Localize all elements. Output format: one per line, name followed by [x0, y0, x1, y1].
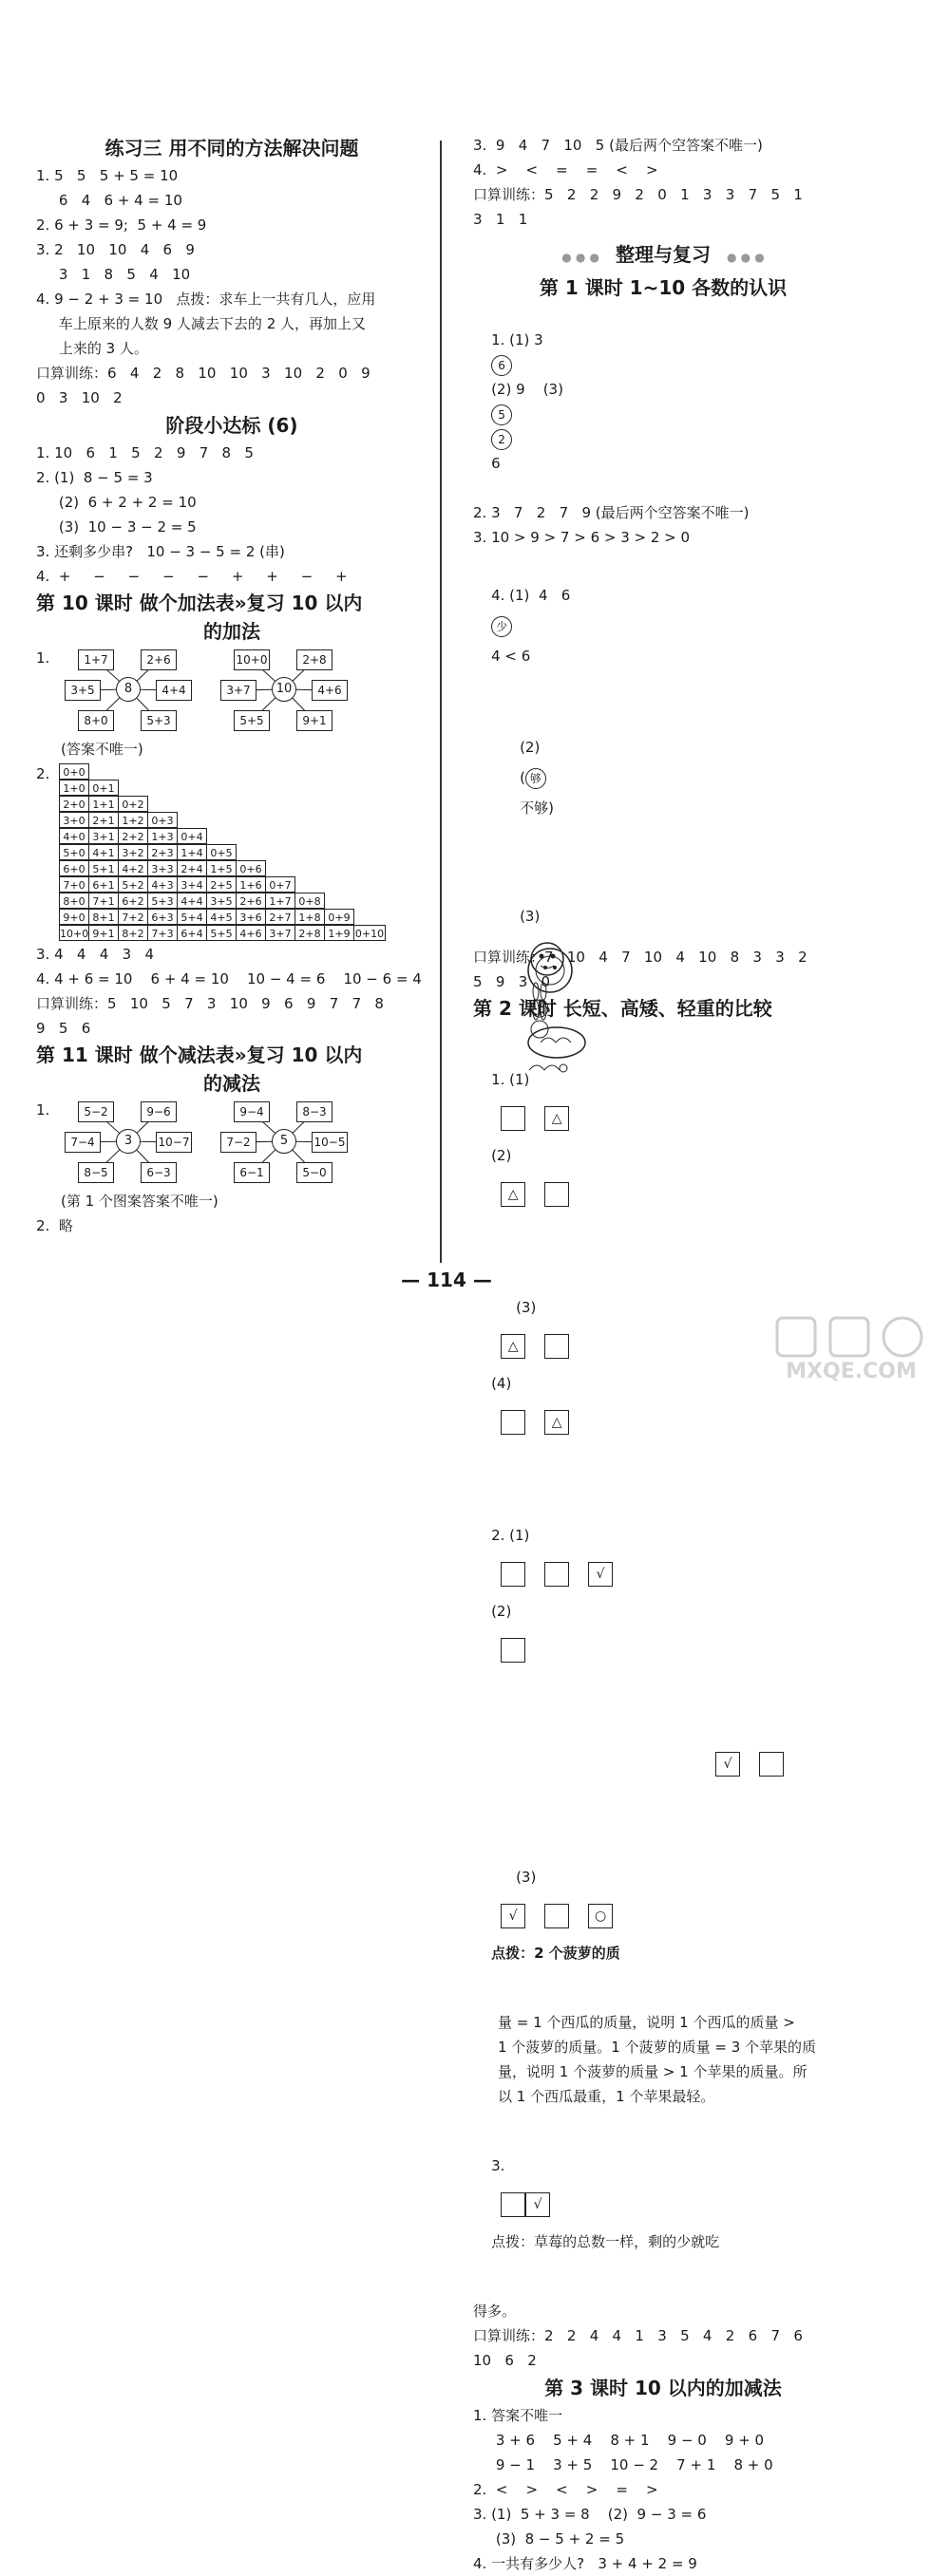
- addition-table-cell: 3+0: [59, 812, 89, 828]
- hub-center-number: 10: [272, 677, 296, 702]
- addition-table-cell: 1+9: [324, 925, 354, 941]
- addition-table-cell: 2+6: [236, 893, 266, 909]
- oral-training-line: 9 5 6: [36, 1020, 91, 1037]
- answer-box: [544, 1904, 569, 1928]
- addition-table-cell: 4+2: [118, 860, 148, 876]
- answer-line: 3. 10 > 9 > 7 > 6 > 3 > 2 > 0: [473, 529, 691, 546]
- answer-line: 1. (1) 3 6 (2) 9 (3) 5 2 6: [491, 331, 563, 472]
- lesson10-title: 第 10 课时 做个加法表»复习 10 以内: [36, 592, 363, 614]
- lesson11-hub-diagrams: [36, 1098, 428, 1189]
- addition-table-cell: 0+0: [59, 763, 89, 780]
- addition-table-cell: 0+6: [236, 860, 266, 876]
- answer-line: 3. √ 点拨：草莓的总数一样，剩的少就吃: [491, 2157, 720, 2250]
- answer-line: 2. < > < > = >: [473, 2481, 658, 2498]
- left-column: [36, 133, 428, 1238]
- lesson3-title: 第 3 课时 10 以内的加减法: [544, 2377, 782, 2399]
- addition-table-cell: 0+8: [294, 893, 325, 909]
- addition-table-cell: 1+4: [177, 844, 207, 860]
- addition-table-cell: 2+7: [265, 909, 295, 925]
- addition-table-cell: 0+1: [88, 780, 119, 796]
- addition-table-cell: 0+7: [265, 876, 295, 893]
- answer-line: 4. + − − − − + + − +: [36, 568, 348, 585]
- addition-table-cell: 1+0: [59, 780, 89, 796]
- answer-box: √: [588, 1562, 613, 1587]
- answer-box: [501, 2192, 525, 2217]
- answer-line: (3) 8 − 5 + 2 = 5: [473, 2530, 625, 2548]
- answer-line: 1. (1) △ (2) △: [473, 1023, 853, 1250]
- addition-table-cell: 3+3: [147, 860, 178, 876]
- addition-table-cell: 8+2: [118, 925, 148, 941]
- addition-table-cell: 4+1: [88, 844, 119, 860]
- addition-table-cell: 0+9: [324, 909, 354, 925]
- hub-expression-box: 1+7: [78, 649, 114, 670]
- hub-expression-box: 5+5: [234, 710, 270, 731]
- answer-line: 3. 还剩多少串? 10 − 3 − 5 = 2 (串): [36, 543, 285, 560]
- answer-box: [544, 1562, 569, 1587]
- oral-training-line: 口算训练：5 10 5 7 3 10 9 6 9 7 7 8: [36, 995, 384, 1012]
- watermark-glyph-icon: [768, 1312, 935, 1360]
- hub-expression-box: 4+4: [156, 680, 192, 701]
- oral-training-line: 口算训练：2 2 4 4 1 3 5 4 2 6 7 6: [473, 2327, 803, 2344]
- addition-table-cell: 10+0: [59, 925, 89, 941]
- addition-table-cell: 5+1: [88, 860, 119, 876]
- answer-line: 4. 4 + 6 = 10 6 + 4 = 10 10 − 4 = 6 10 − 6 = 4: [36, 970, 422, 987]
- addition-table-cell: 6+4: [177, 925, 207, 941]
- answer-box: [501, 1410, 525, 1435]
- hub-expression-box: 7−2: [220, 1132, 256, 1153]
- lesson2-title: 第 2 课时 长短、高矮、轻重的比较: [473, 997, 772, 1020]
- hub-expression-box: 8+0: [78, 710, 114, 731]
- answer-line: [473, 1706, 853, 1820]
- hub-expression-box: 3+5: [65, 680, 101, 701]
- addition-table-cell: 4+5: [206, 909, 237, 925]
- answer-line: 2. 3 7 2 7 9 (最后两个空答案不唯一): [473, 504, 750, 521]
- addition-table-cell: 1+7: [265, 893, 295, 909]
- answer-box: ○: [588, 1904, 613, 1928]
- answer-line: 2. 6 + 3 = 9; 5 + 4 = 9: [36, 216, 207, 234]
- answer-line: 3 1 8 5 4 10: [36, 266, 191, 283]
- answer-line: 上来的 3 人。: [36, 340, 148, 357]
- answer-box: [544, 1182, 569, 1207]
- addition-table-cell: 3+6: [236, 909, 266, 925]
- addition-table-cell: 7+1: [88, 893, 119, 909]
- addition-table-cell: 1+6: [236, 876, 266, 893]
- lesson10-title-cont: 的加法: [203, 620, 260, 643]
- circled-answer: 少: [491, 616, 512, 637]
- stage-test-title: 阶段小达标 (6): [165, 414, 298, 437]
- addition-table-cell: 0+5: [206, 844, 237, 860]
- answer-box: [544, 1334, 569, 1359]
- answer-box: △: [544, 1106, 569, 1131]
- answer-line: 1. 10 6 1 5 2 9 7 8 5: [36, 444, 254, 461]
- addition-table-cell: 4+3: [147, 876, 178, 893]
- addition-table-cell: 0+4: [177, 828, 207, 844]
- addition-table-cell: 1+3: [147, 828, 178, 844]
- answer-line: 2. 略: [36, 1217, 73, 1234]
- hub-expression-box: 5−0: [296, 1162, 332, 1183]
- answer-box: [501, 1562, 525, 1587]
- review-section-title: ● ● ● 整理与复习 ● ● ●: [561, 243, 765, 266]
- addition-table: [36, 762, 428, 942]
- answer-line: 4. (1) 4 6 少 4 < 6: [491, 587, 571, 665]
- addition-table-cell: 4+6: [236, 925, 266, 941]
- lesson10-answers: [36, 942, 428, 1041]
- hub-expression-box: 10−5: [312, 1132, 348, 1153]
- addition-table-cell: 1+2: [118, 812, 148, 828]
- addition-table-cell: 9+1: [88, 925, 119, 941]
- exercise3-answers: [36, 163, 428, 410]
- answer-box: [501, 1106, 525, 1131]
- answer-line: 1 个菠萝的质量。1 个菠萝的质量 = 3 个苹果的质: [498, 2039, 817, 2056]
- answer-line: 3. 2 10 10 4 6 9: [36, 241, 195, 258]
- hub-expression-box: 9−6: [141, 1101, 177, 1122]
- answer-line: (3) √ ○ 点拨：2 个菠萝的质: [491, 1869, 620, 1962]
- exercise3-title: 练习三 用不同的方法解决问题: [104, 137, 359, 160]
- hub-expression-box: 9−4: [234, 1101, 270, 1122]
- addition-table-cell: 5+0: [59, 844, 89, 860]
- circled-answer: 够: [525, 768, 546, 789]
- addition-table-cell: 0+2: [118, 796, 148, 812]
- oral-training-line: 0 3 10 2: [36, 389, 123, 406]
- addition-table-cell: 2+0: [59, 796, 89, 812]
- addition-table-cell: 5+2: [118, 876, 148, 893]
- stage-test-answers: [36, 441, 428, 589]
- addition-table-cell: 7+3: [147, 925, 178, 941]
- addition-table-cell: 0+3: [147, 812, 178, 828]
- answer-line: 3. (1) 5 + 3 = 8 (2) 9 − 3 = 6: [473, 2506, 707, 2523]
- hub-expression-box: 5−2: [78, 1101, 114, 1122]
- addition-table-cell: 1+1: [88, 796, 119, 812]
- answer-line: (2) 6 + 2 + 2 = 10: [36, 494, 197, 511]
- addition-table-cell: 4+0: [59, 828, 89, 844]
- oral-training-line: 3 1 1: [473, 211, 528, 228]
- hub-expression-box: 6−3: [141, 1162, 177, 1183]
- addition-table-cell: 2+8: [294, 925, 325, 941]
- lesson1-title: 第 1 课时 1~10 各数的认识: [539, 276, 788, 299]
- hub-expression-box: 8−5: [78, 1162, 114, 1183]
- answer-line: 2. (1) 8 − 5 = 3: [36, 469, 153, 486]
- oral-training-line: 口算训练：7 10 4 7 10 4 10 8 3 3 2: [473, 949, 808, 966]
- hub-expression-box: 10−7: [156, 1132, 192, 1153]
- addition-table-cell: 3+4: [177, 876, 207, 893]
- hub-center-number: 8: [116, 677, 141, 702]
- addition-table-cell: 3+1: [88, 828, 119, 844]
- dots-decoration-icon: ● ● ●: [726, 251, 765, 264]
- addition-table-cell: 6+1: [88, 876, 119, 893]
- question-number: 2.: [36, 765, 50, 782]
- addition-table-cell: 2+5: [206, 876, 237, 893]
- answer-box: [501, 1638, 525, 1663]
- answer-box: [759, 1752, 784, 1777]
- answer-line: 2. (1) √ (2): [473, 1478, 853, 1706]
- answer-line: 1. 答案不唯一: [473, 2407, 563, 2424]
- circled-answer: 6: [491, 355, 512, 376]
- addition-table-cell: 1+5: [206, 860, 237, 876]
- hub-expression-box: 3+7: [220, 680, 256, 701]
- answer-line: 3. 4 4 4 3 4: [36, 946, 155, 963]
- lesson11-title: 第 11 课时 做个减法表»复习 10 以内: [36, 1044, 363, 1066]
- answer-line: 4. > < = = < >: [473, 161, 658, 179]
- hub-expression-box: 4+6: [312, 680, 348, 701]
- hub-center-number: 5: [272, 1129, 296, 1154]
- oral-training-line: 口算训练：5 2 2 9 2 0 1 3 3 7 5 1: [473, 186, 803, 203]
- dots-decoration-icon: ● ● ●: [561, 251, 600, 264]
- addition-table-cell: 6+2: [118, 893, 148, 909]
- hub-expression-box: 6−1: [234, 1162, 270, 1183]
- addition-table-cell: 5+5: [206, 925, 237, 941]
- hub-expression-box: 2+8: [296, 649, 332, 670]
- addition-table-cell: 8+0: [59, 893, 89, 909]
- answer-line: (3) △ (4) △: [473, 1250, 853, 1478]
- lesson11-title-cont: 的减法: [203, 1072, 260, 1095]
- answer-box: √: [525, 2192, 550, 2217]
- answer-line: 量 = 1 个西瓜的质量，说明 1 个西瓜的质量 >: [498, 2014, 795, 2031]
- hub-expression-box: 10+0: [234, 649, 270, 670]
- watermark-logo: [768, 1312, 935, 1388]
- oral-training-line: 5 9 3 0: [473, 973, 551, 990]
- circled-answer: 2: [491, 429, 512, 450]
- addition-table-cell: 6+0: [59, 860, 89, 876]
- addition-table-cell: 5+3: [147, 893, 178, 909]
- hub-expression-box: 7−4: [65, 1132, 101, 1153]
- answer-box: √: [501, 1904, 525, 1928]
- birds-icon: [525, 1055, 569, 1083]
- page-number: — 114 —: [401, 1269, 492, 1291]
- addition-table-cell: 3+7: [265, 925, 295, 941]
- hub-expression-box: 9+1: [296, 710, 332, 731]
- addition-table-cell: 7+2: [118, 909, 148, 925]
- oral-training-line: 口算训练：6 4 2 8 10 10 3 10 2 0 9: [36, 365, 370, 382]
- addition-table-cell: 7+0: [59, 876, 89, 893]
- answer-box: △: [501, 1334, 525, 1359]
- answer-line: 4. 一共有多少人? 3 + 4 + 2 = 9: [473, 2555, 697, 2572]
- question-number: 1.: [36, 649, 50, 667]
- answer-line: (3) 10 − 3 − 2 = 5: [36, 518, 197, 536]
- addition-table-cell: 0+10: [353, 925, 386, 941]
- addition-table-cell: 6+3: [147, 909, 178, 925]
- answer-box: √: [715, 1752, 740, 1777]
- hub-expression-box: 2+6: [141, 649, 177, 670]
- answer-line: 3. 9 4 7 10 5 (最后两个空答案不唯一): [473, 137, 763, 154]
- hub-expression-box: 8−3: [296, 1101, 332, 1122]
- answer-line: 9 − 1 3 + 5 10 − 2 7 + 1 8 + 0: [473, 2456, 773, 2473]
- answer-line: 得多。: [473, 2303, 517, 2320]
- answer-line: 4. 9 − 2 + 3 = 10 点拨：求车上一共有几人，应用: [36, 291, 376, 308]
- addition-table-cell: 4+4: [177, 893, 207, 909]
- answer-line: 量，说明 1 个菠萝的质量 > 1 个苹果的质量。所: [498, 2063, 808, 2080]
- column-divider: [440, 141, 442, 1263]
- hub-center-number: 3: [116, 1129, 141, 1154]
- watermark-text: MXQE.COM: [786, 1360, 917, 1383]
- answer-line: 车上原来的人数 9 人减去下去的 2 人，再加上又: [36, 315, 367, 332]
- addition-table-cell: 5+4: [177, 909, 207, 925]
- answer-box: △: [544, 1410, 569, 1435]
- answer-line: 6 4 6 + 4 = 10: [36, 192, 182, 209]
- answer-box: △: [501, 1182, 525, 1207]
- addition-table-cell: 2+2: [118, 828, 148, 844]
- lesson10-hub-diagrams: [36, 646, 428, 737]
- addition-table-cell: 9+0: [59, 909, 89, 925]
- addition-table-cell: 2+3: [147, 844, 178, 860]
- answer-line: 3 + 6 5 + 4 8 + 1 9 − 0 9 + 0: [473, 2432, 765, 2449]
- hub-expression-box: 5+3: [141, 710, 177, 731]
- picture-answer-row: (3): [473, 854, 853, 895]
- answer-note: (第 1 个图案答案不唯一): [61, 1193, 218, 1210]
- answer-line: 1. 5 5 5 + 5 = 10: [36, 167, 179, 184]
- answer-note: (答案不唯一): [61, 741, 143, 758]
- circled-answer: 5: [491, 404, 512, 425]
- question-number: 1.: [36, 1101, 50, 1119]
- addition-table-cell: 8+1: [88, 909, 119, 925]
- answer-line: (2) ( 够 不够): [520, 739, 554, 817]
- addition-table-cell: 1+8: [294, 909, 325, 925]
- addition-table-cell: 3+2: [118, 844, 148, 860]
- addition-table-cell: 2+4: [177, 860, 207, 876]
- oral-training-line: 10 6 2: [473, 2352, 537, 2369]
- addition-table-cell: 3+5: [206, 893, 237, 909]
- addition-table-cell: 2+1: [88, 812, 119, 828]
- answer-line: 以 1 个西瓜最重，1 个苹果最轻。: [498, 2088, 715, 2105]
